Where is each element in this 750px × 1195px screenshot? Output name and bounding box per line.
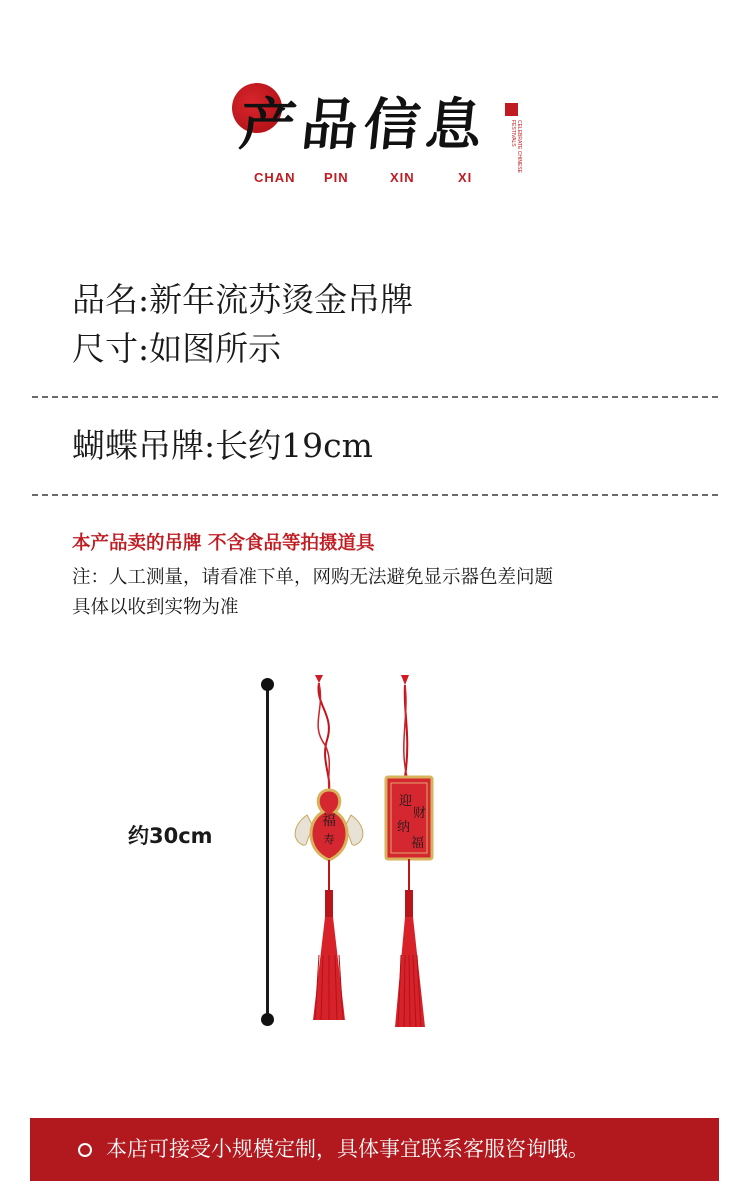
- product-size: 尺寸:如图所示: [72, 329, 282, 368]
- divider: [32, 494, 718, 496]
- divider: [32, 396, 718, 398]
- svg-text:福: 福: [411, 836, 425, 851]
- seal-stamp-icon: [505, 103, 518, 116]
- svg-text:寿: 寿: [323, 833, 335, 846]
- pinyin-xi: XI: [458, 170, 473, 185]
- measure-label: 约30cm: [128, 824, 213, 848]
- pinyin-xin: XIN: [390, 170, 415, 185]
- pinyin-chan: CHAN: [254, 170, 296, 185]
- measure-line: [266, 684, 269, 1020]
- actual-note: 具体以收到实物为准: [72, 597, 239, 618]
- circle-bullet-icon: [78, 1143, 92, 1157]
- custom-order-text: 本店可接受小规模定制，具体事宜联系客服咨询哦。: [106, 1137, 589, 1161]
- butterfly-size: 蝴蝶吊牌:长约19cm: [72, 426, 373, 465]
- measure-note: 注：人工测量，请看准下单，网购无法避免显示器色差问题: [72, 567, 554, 588]
- svg-text:财: 财: [413, 806, 427, 821]
- measure-dot-bottom: [261, 1013, 274, 1026]
- gourd-tag-image: [295, 675, 363, 1020]
- product-notice: 本产品卖的吊牌 不含食品等拍摄道具: [72, 533, 375, 554]
- product-name: 品名:新年流苏烫金吊牌: [72, 280, 414, 319]
- custom-order-banner: [30, 1118, 719, 1181]
- page-title: 产品信息: [236, 92, 492, 158]
- svg-text:纳: 纳: [397, 820, 411, 835]
- rect-tag-image: [386, 675, 432, 1027]
- product-photo: [285, 665, 455, 1035]
- svg-text:福: 福: [322, 813, 336, 829]
- pinyin-pin: PIN: [324, 170, 349, 185]
- svg-text:迎: 迎: [399, 794, 413, 809]
- measure-dot-top: [261, 678, 274, 691]
- seal-caption: CELEBRATE CHINESE FESTIVALS: [510, 120, 522, 173]
